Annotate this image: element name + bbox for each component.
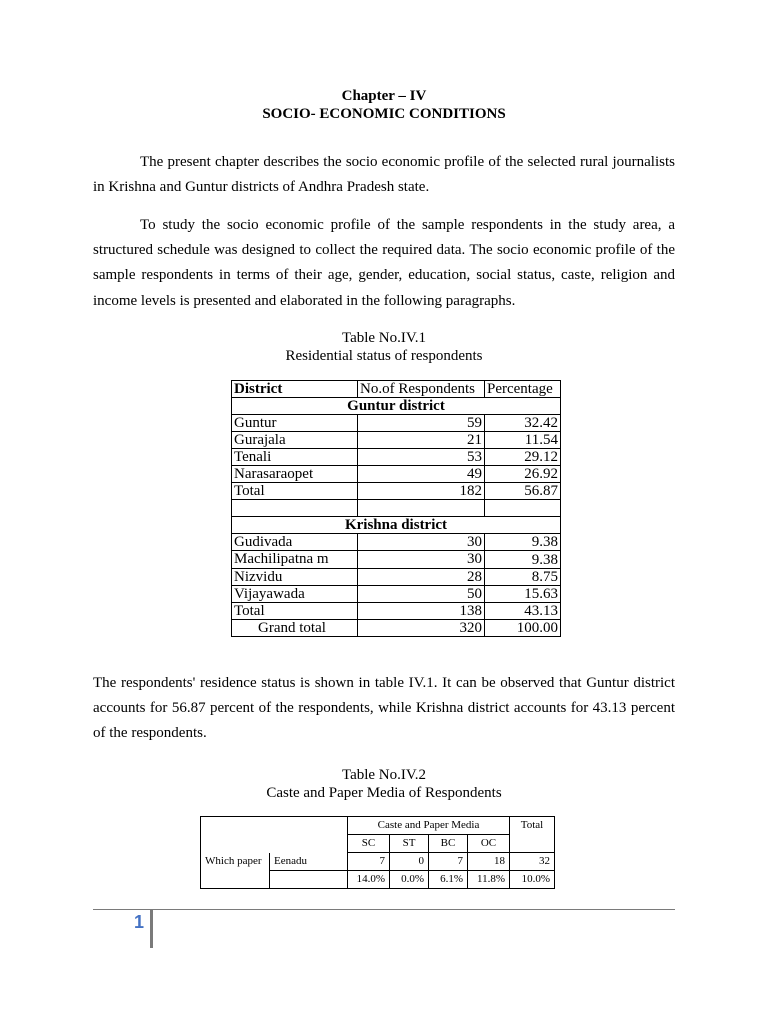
- table-cell: 320: [358, 620, 485, 637]
- table-cell: [270, 871, 348, 889]
- table-cell: 7: [429, 853, 468, 871]
- table-cell: 6.1%: [429, 871, 468, 889]
- table1-number: Table No.IV.1: [341, 330, 427, 346]
- intro-paragraph: The present chapter describes the socio economic profile of the selected rural journalists in Krishna and Guntur districts of Andhra Pradesh state.: [93, 154, 675, 196]
- table-row: [232, 466, 561, 483]
- table-cell: 138: [358, 603, 485, 620]
- blank-row: [232, 500, 561, 517]
- table-cell: 7: [348, 853, 390, 871]
- table-cell: 21: [358, 432, 485, 449]
- table-header-row: [201, 817, 555, 835]
- table-cell: 18: [468, 853, 510, 871]
- table2-number: Table No.IV.2: [341, 767, 427, 783]
- table-cell: Gurajala: [232, 432, 358, 449]
- table-cell: 0: [390, 853, 429, 871]
- paper-name: Eenadu: [270, 853, 348, 871]
- chapter-heading: [93, 87, 675, 123]
- table-cell: [485, 500, 561, 517]
- table-cell: Total: [232, 483, 358, 500]
- table-cell: 32: [510, 853, 555, 871]
- table-row: [232, 534, 561, 551]
- table-cell: 15.63: [485, 586, 561, 603]
- table-row: [232, 586, 561, 603]
- methodology-paragraph: To study the socio economic profile of the sample respondents in the study area, a structured schedule was designed to collect the required data. The socio economic profile of the sample respondents in terms of their age, gender, education, social status, caste, religion and income levels is presented and elaborated in the following paragraphs.: [93, 217, 675, 309]
- table-row: [232, 483, 561, 500]
- table-cell: 182: [358, 483, 485, 500]
- table-cell: Nizvidu: [232, 569, 358, 586]
- footer-divider: [93, 909, 675, 910]
- residence-summary-paragraph: The respondents' residence status is shown in table IV.1. It can be observed that Guntur district accounts for 56.87 percent of the respondents, while Krishna district accounts for 43.13 percent of the respondents.: [93, 675, 675, 742]
- table-cell: 26.92: [485, 466, 561, 483]
- table-row: [232, 432, 561, 449]
- footer-vertical-divider: [150, 910, 153, 948]
- grand-total-row: [232, 620, 561, 637]
- page-number: 1: [133, 912, 144, 932]
- table1-title: Residential status of respondents: [285, 347, 483, 364]
- column-header-district: District: [232, 381, 358, 398]
- table-row: [232, 551, 561, 569]
- district-heading-row: [232, 398, 561, 415]
- table-cell: 100.00: [485, 620, 561, 637]
- residential-status-table: [231, 380, 561, 637]
- table2-title: Caste and Paper Media of Respondents: [266, 784, 502, 801]
- caste-paper-media-header: Caste and Paper Media: [348, 817, 510, 835]
- krishna-district-heading: Krishna district: [232, 517, 561, 534]
- table-cell: Narasaraopet: [232, 466, 358, 483]
- table-header-row: [232, 381, 561, 398]
- chapter-title: SOCIO- ECONOMIC CONDITIONS: [262, 106, 506, 122]
- table-row: [232, 603, 561, 620]
- table-row: [232, 415, 561, 432]
- table-cell: 0.0%: [390, 871, 429, 889]
- guntur-district-heading: Guntur district: [232, 398, 561, 415]
- table-cell: 11.8%: [468, 871, 510, 889]
- chapter-label: Chapter – IV: [341, 88, 427, 104]
- table-cell: Machilipatna m: [232, 551, 358, 569]
- table-cell: 9.38: [485, 534, 561, 551]
- table-cell: 11.54: [485, 432, 561, 449]
- table-cell: 30: [358, 551, 485, 569]
- table-cell: 49: [358, 466, 485, 483]
- table-row: [232, 569, 561, 586]
- table-cell: 30: [358, 534, 485, 551]
- table-cell: 10.0%: [510, 871, 555, 889]
- column-header-respondents: No.of Respondents: [358, 381, 485, 398]
- table-cell: 8.75: [485, 569, 561, 586]
- caste-header: SC: [348, 835, 390, 853]
- table-cell: 50: [358, 586, 485, 603]
- table-cell: 14.0%: [348, 871, 390, 889]
- table-cell: [201, 817, 348, 853]
- table-row: [232, 449, 561, 466]
- table-cell: 56.87: [485, 483, 561, 500]
- table-cell: Grand total: [232, 620, 358, 637]
- row-label-which-paper: Which paper: [201, 853, 270, 889]
- table-cell: 43.13: [485, 603, 561, 620]
- table-cell: [358, 500, 485, 517]
- table-row: [201, 853, 555, 871]
- table-cell: 29.12: [485, 449, 561, 466]
- table-cell: Vijayawada: [232, 586, 358, 603]
- table-cell: Guntur: [232, 415, 358, 432]
- table-cell: Tenali: [232, 449, 358, 466]
- total-header: Total: [510, 817, 555, 853]
- caste-paper-media-table: [200, 816, 555, 889]
- caste-header: BC: [429, 835, 468, 853]
- table-cell: 59: [358, 415, 485, 432]
- table-cell: [232, 500, 358, 517]
- table-cell: 53: [358, 449, 485, 466]
- table-cell: Total: [232, 603, 358, 620]
- caste-header: ST: [390, 835, 429, 853]
- table-cell: 32.42: [485, 415, 561, 432]
- table-cell: Gudivada: [232, 534, 358, 551]
- caste-header: OC: [468, 835, 510, 853]
- table2-caption: [93, 767, 675, 802]
- table-cell: 28: [358, 569, 485, 586]
- table-cell: 9.38: [485, 551, 561, 569]
- table1-caption: [93, 330, 675, 365]
- district-heading-row: [232, 517, 561, 534]
- column-header-percentage: Percentage: [485, 381, 561, 398]
